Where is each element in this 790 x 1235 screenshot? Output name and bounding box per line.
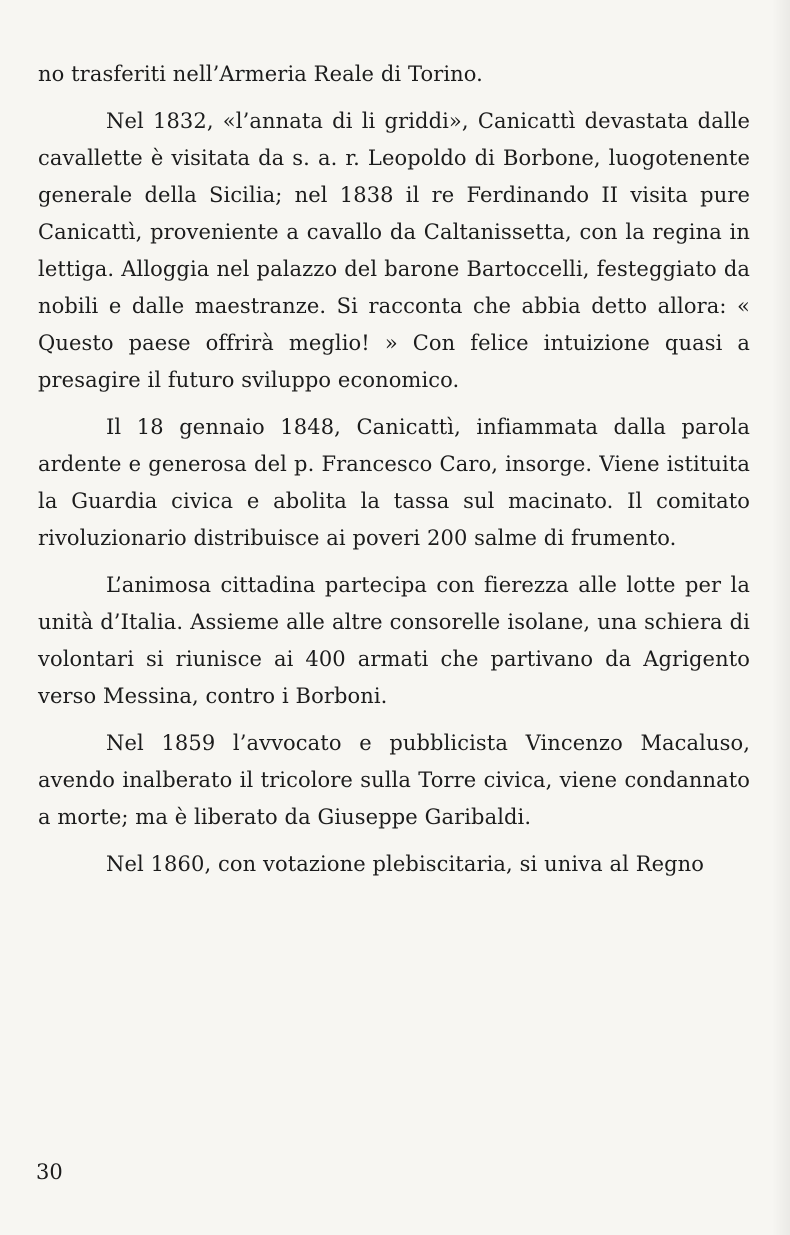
page-number: 30: [36, 1160, 63, 1184]
body-text: [38, 56, 750, 883]
paragraph-1: no trasferiti nell’Armeria Reale di Torino.: [38, 62, 483, 86]
page-edge-shadow: [772, 0, 790, 1235]
paragraph-4: L’animosa cittadina partecipa con fierezza alle lotte per la unità d’Italia. Assieme alle altre consorelle isolane, una schiera di volontari si riunisce ai 400 armati che partivano da Agrigento verso Messina, contro i Borboni.: [38, 573, 750, 708]
paragraph-5: Nel 1859 l’avvocato e pubblicista Vincenzo Macaluso, avendo inalberato il tricolore sulla Torre civica, viene condannato a morte; ma è liberato da Giuseppe Garibaldi.: [38, 731, 750, 829]
paragraph-3: Il 18 gennaio 1848, Canicattì, infiammata dalla parola ardente e generosa del p. Francesco Caro, insorge. Viene istituita la Guardia civica e abolita la tassa sul macinato. Il comitato rivoluzionario distribuisce ai poveri 200 salme di frumento.: [38, 415, 750, 550]
paragraph-6: Nel 1860, con votazione plebiscitaria, si univa al Regno: [106, 852, 705, 876]
paragraph-2: Nel 1832, «l’annata di li griddi», Canicattì devastata dalle cavallette è visitata da s. a. r. Leopoldo di Borbone, luogotenente generale della Sicilia; nel 1838 il re Ferdinando II visita pure Canicattì, proveniente a cavallo da Caltanissetta, con la regina in lettiga. Alloggia nel palazzo del barone Bartoccelli, festeggiato da nobili e dalle maestranze. Si racconta che abbia detto allora: « Questo paese offrirà meglio! » Con felice intuizione quasi a presagire il futuro sviluppo economico.: [38, 109, 750, 392]
